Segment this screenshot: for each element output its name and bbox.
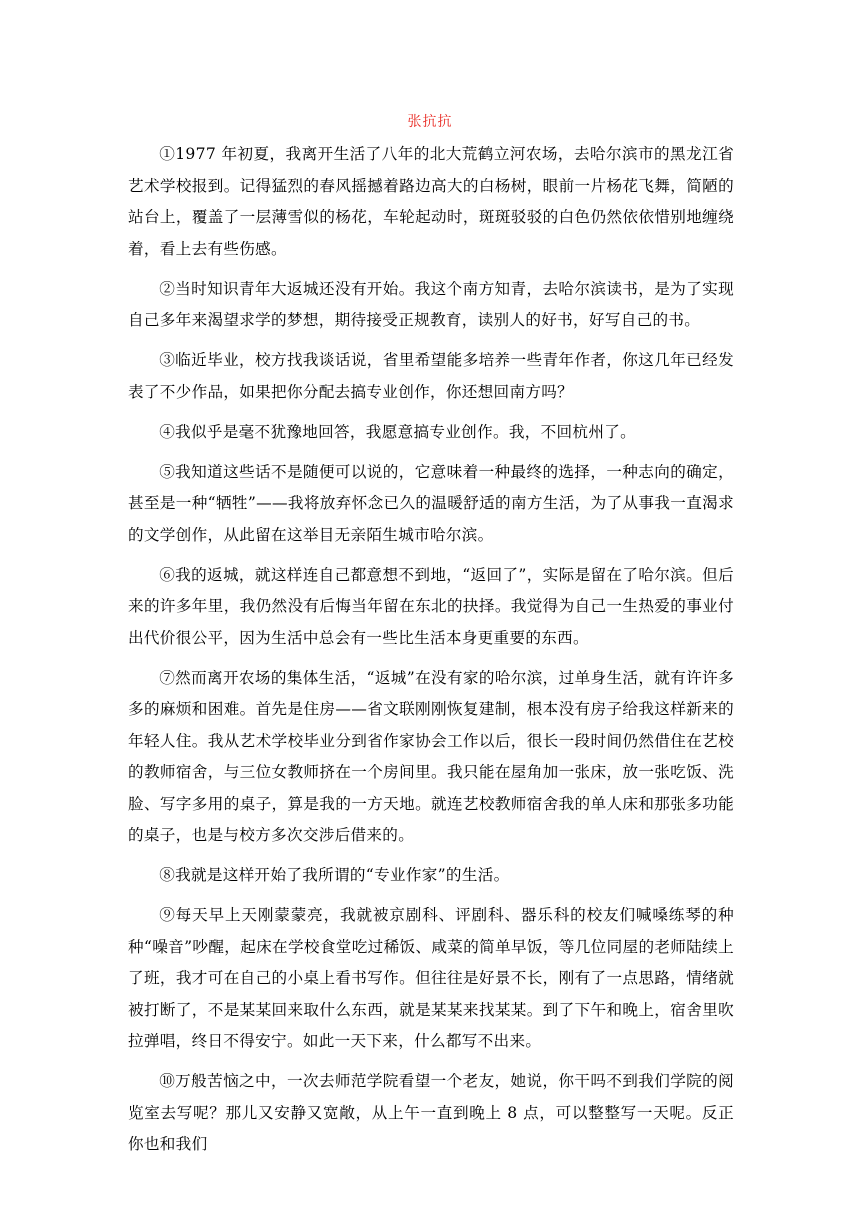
paragraph-10: ⑩万般苦恼之中，一次去师范学院看望一个老友，她说，你干吗不到我们学院的阅览室去写呢？那儿又安静又宽敞，从上午一直到晚上 8 点，可以整整写一天呢。反正你也和我们 xyxy=(128,1072,734,1153)
paragraph-4: ④我似乎是毫不犹豫地回答，我愿意搞专业创作。我，不回杭州了。 xyxy=(159,422,637,441)
paragraph-5: ⑤我知道这些话不是随便可以说的，它意味着一种最终的选择，一种志向的确定，甚至是一种“牺牲”——我将放弃怀念已久的温暖舒适的南方生活，为了从事我一直渴求的文学创作，从此留在这举目无亲陌生城市哈尔滨。 xyxy=(128,462,734,544)
paragraph-1: ①1977 年初夏，我离开生活了八年的北大荒鹤立河农场，去哈尔滨市的黑龙江省艺术学校报到。记得猛烈的春风摇撼着路边高大的白杨树，眼前一片杨花飞舞，简陋的站台上，覆盖了一层薄雪似的杨花，车轮起动时，斑斑驳驳的白色仍然依依惜别地缠绕着，看上去有些伤感。 xyxy=(128,145,734,258)
paragraph-2: ②当时知识青年大返城还没有开始。我这个南方知青，去哈尔滨读书，是为了实现自己多年来渴望求学的梦想，期待接受正规教育，读别人的好书，好写自己的书。 xyxy=(128,279,734,329)
paragraph-3: ③临近毕业，校方找我谈话说，省里希望能多培养一些青年作者，你这几年已经发表了不少作品，如果把你分配去搞专业创作，你还想回南方吗？ xyxy=(128,351,734,401)
paragraph-6: ⑥我的返城，就这样连自己都意想不到地，“返回了”，实际是留在了哈尔滨。但后来的许多年里，我仍然没有后悔当年留在东北的抉择。我觉得为自己一生热爱的事业付出代价很公平，因为生活中总会有一些比生活本身更重要的东西。 xyxy=(128,565,734,647)
paragraph-8: ⑧我就是这样开始了我所谓的“专业作家”的生活。 xyxy=(159,866,510,884)
paragraph-9: ⑨每天早上天刚蒙蒙亮，我就被京剧科、评剧科、器乐科的校友们喊嗓练琴的种种“噪音”吵醒，起床在学校食堂吃过稀饭、咸菜的简单早饭，等几位同屋的老师陆续上了班，我才可在自己的小桌上看书写作。但往往是好景不长，刚有了一点思路，情绪就被打断了，不是某某回来取什么东西，就是某某来找某某。到了下午和晚上，宿舍里吹拉弹唱，终日不得安宁。如此一天下来，什么都写不出来。 xyxy=(128,906,734,1050)
article-body xyxy=(128,139,734,1161)
paragraph-7: ⑦然而离开农场的集体生活，“返城”在没有家的哈尔滨，过单身生活，就有许许多多的麻烦和困难。首先是住房——省文联刚刚恢复建制，根本没有房子给我这样新来的年轻人住。我从艺术学校毕业分到省作家协会工作以后，很长一段时间仍然借住在艺校的教师宿舍，与三位女教师挤在一个房间里。我只能在屋角加一张床，放一张吃饭、洗脸、写字多用的桌子，算是我的一方天地。就连艺校教师宿舍我的单人床和那张多功能的桌子，也是与校方多次交涉后借来的。 xyxy=(128,668,734,844)
author-name: 张抗抗 xyxy=(407,114,453,130)
